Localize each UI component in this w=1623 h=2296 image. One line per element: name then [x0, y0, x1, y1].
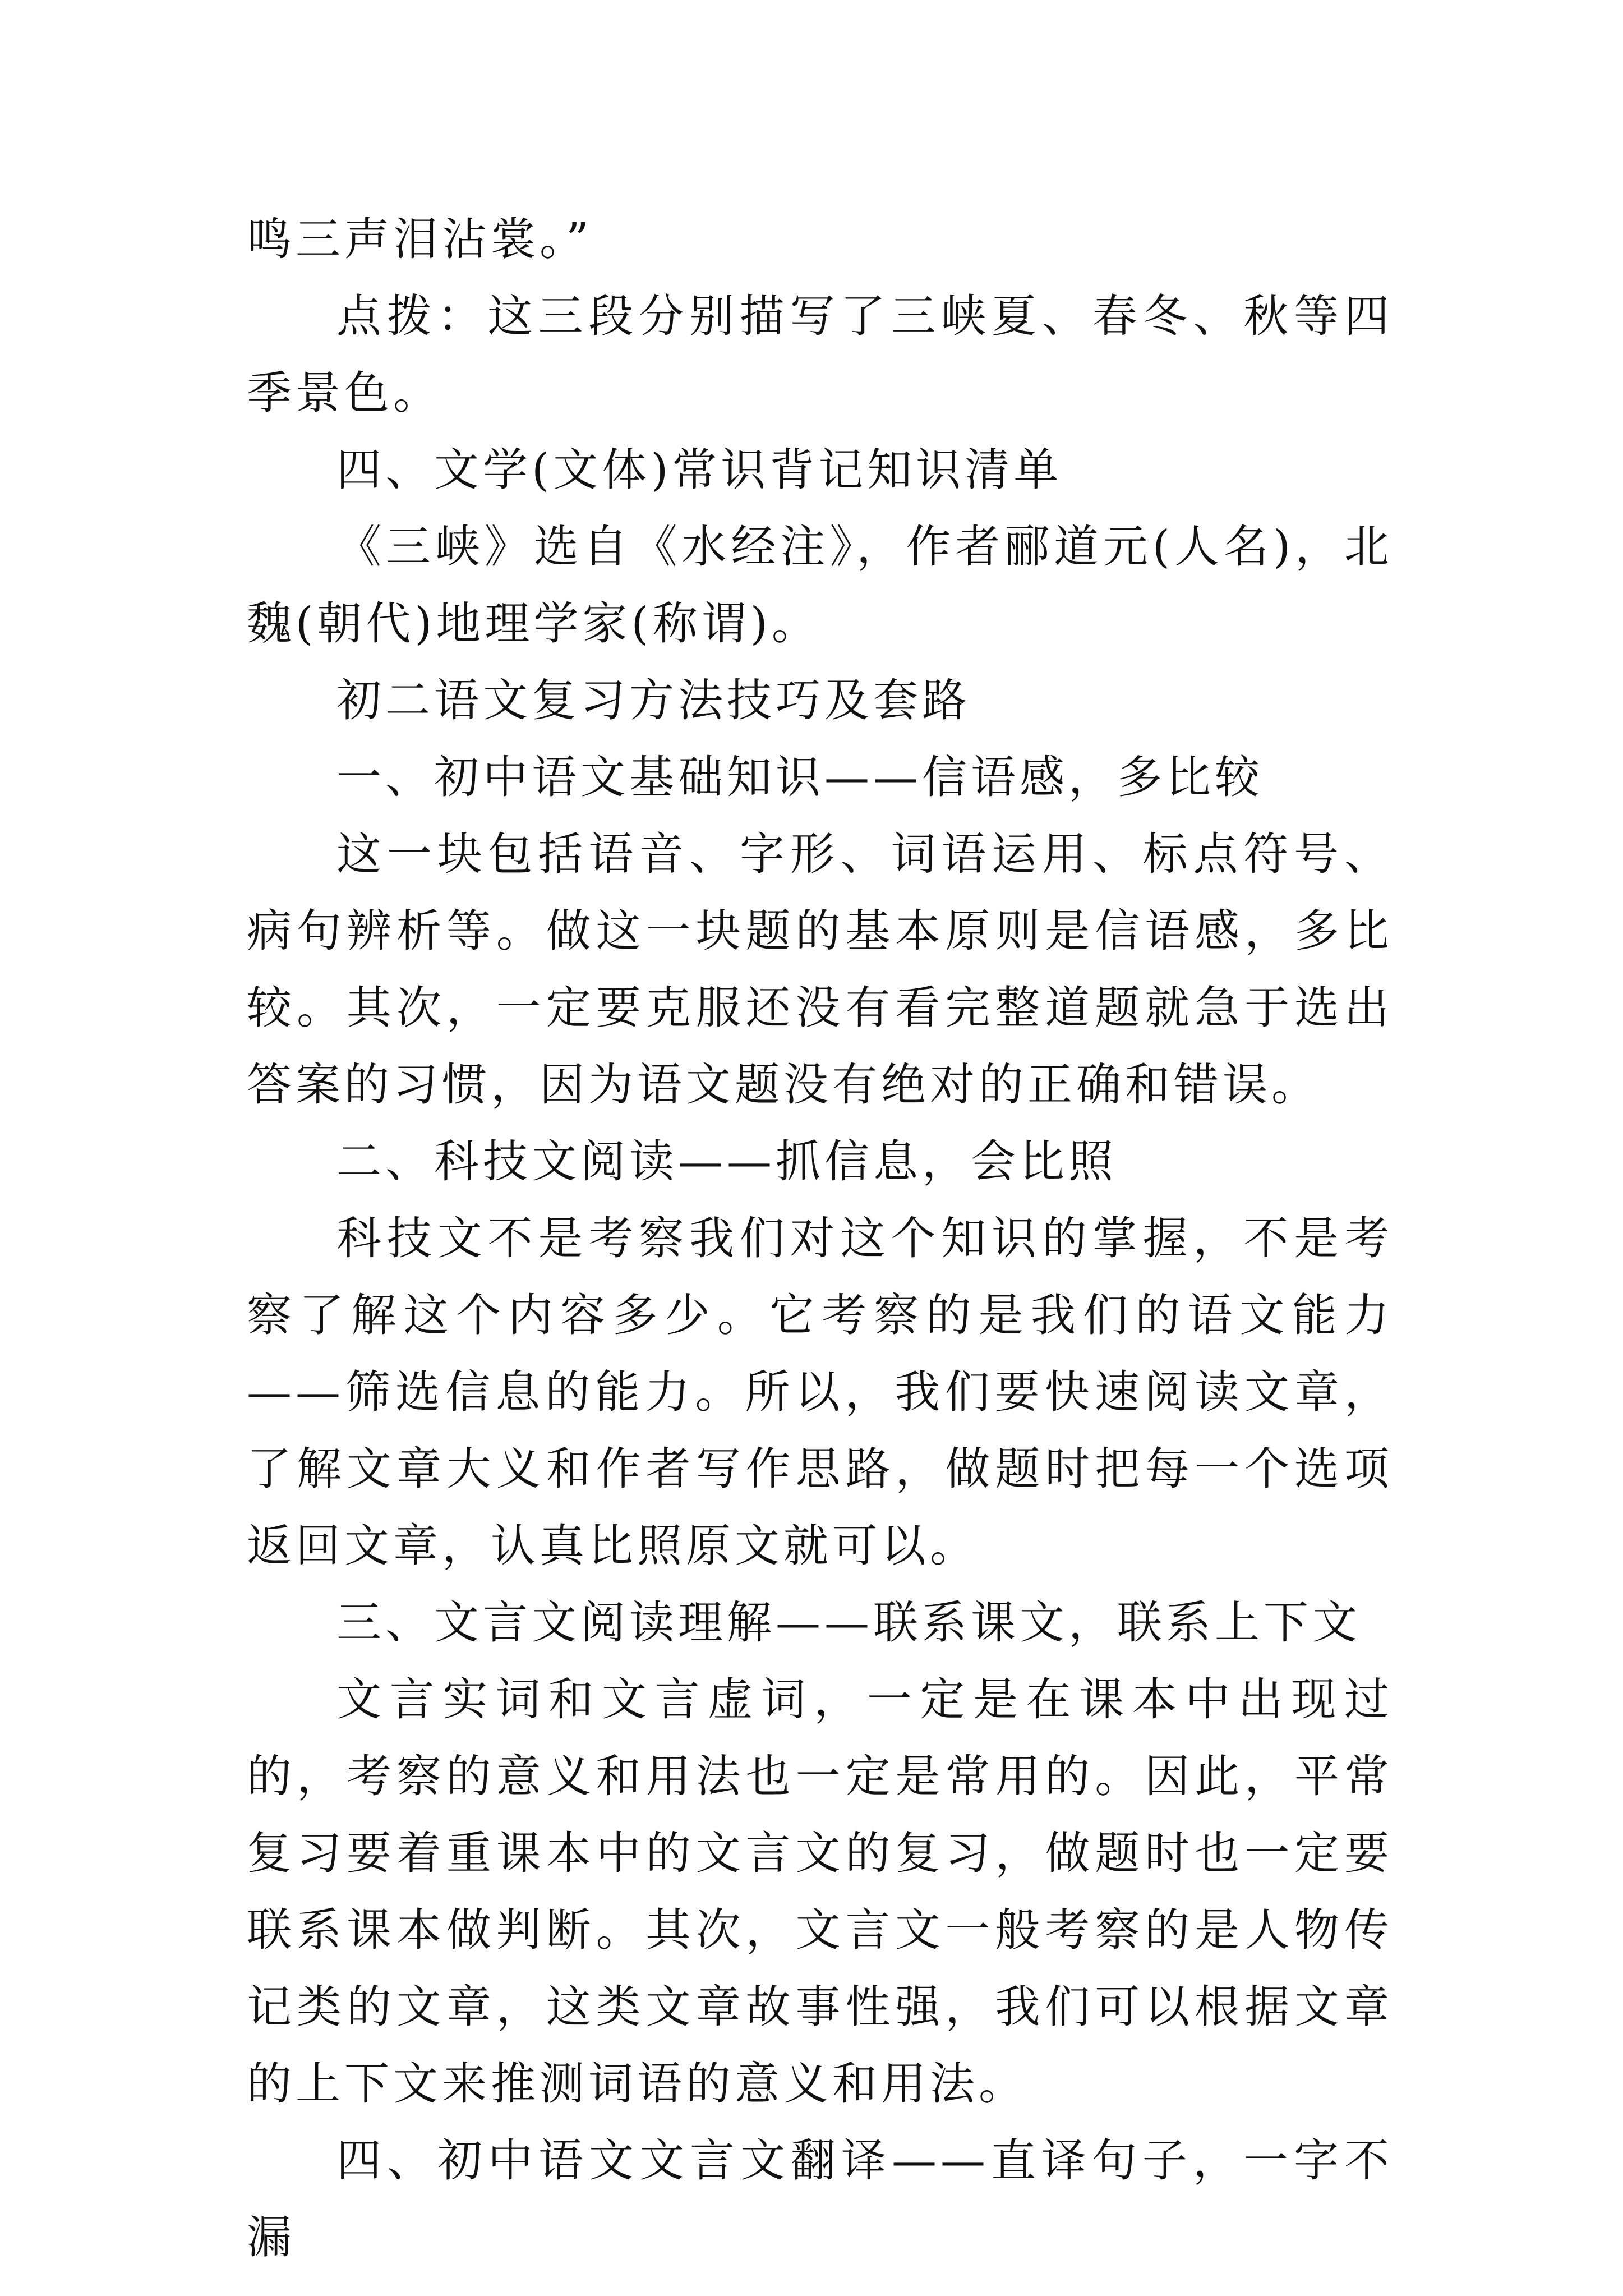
paragraph-basic-knowledge: 这一块包括语音、字形、词语运用、标点符号、病句辨析等。做这一块题的基本原则是信语感，多比较。其次，一定要克服还没有看完整道题就急于选出答案的习惯，因为语文题没有绝对的正确和错误。 [247, 828, 1393, 1111]
section-heading-classical-translation: 四、初中语文文言文翻译——直译句子，一字不漏 [247, 2134, 1393, 2263]
paragraph-sanxia-source: 《三峡》选自《水经注》，作者郦道元(人名)，北魏(朝代)地理学家(称谓)。 [247, 521, 1393, 650]
section-heading-basic-knowledge: 一、初中语文基础知识——信语感，多比较 [336, 751, 1264, 803]
section-heading-science-reading: 二、科技文阅读——抓信息，会比照 [336, 1135, 1117, 1188]
paragraph-continuation: 鸣三声泪沾裳。” [247, 213, 593, 265]
paragraph-classical-reading: 文言实词和文言虚词，一定是在课本中出现过的，考察的意义和用法也一定是常用的。因此，平常复习要着重课本中的文言文的复习，做题时也一定要联系课本做判断。其次，文言文一般考察的是人物传记类的文章，这类文章故事性强，我们可以根据文章的上下文来推测词语的意义和用法。 [247, 1673, 1393, 2110]
section-heading-classical-reading: 三、文言文阅读理解——联系课文，联系上下文 [336, 1596, 1361, 1649]
section-title-review-methods: 初二语文复习方法技巧及套路 [336, 674, 971, 726]
document-body [247, 201, 1393, 2276]
paragraph-hint: 点拨：这三段分别描写了三峡夏、春冬、秋等四季景色。 [247, 290, 1393, 419]
paragraph-science-reading: 科技文不是考察我们对这个知识的掌握，不是考察了解这个内容多少。它考察的是我们的语文能力——筛选信息的能力。所以，我们要快速阅读文章，了解文章大义和作者写作思路，做题时把每一个选项返回文章，认真比照原文就可以。 [247, 1212, 1393, 1572]
section-heading-literary-knowledge: 四、文学(文体)常识背记知识清单 [336, 444, 1063, 496]
